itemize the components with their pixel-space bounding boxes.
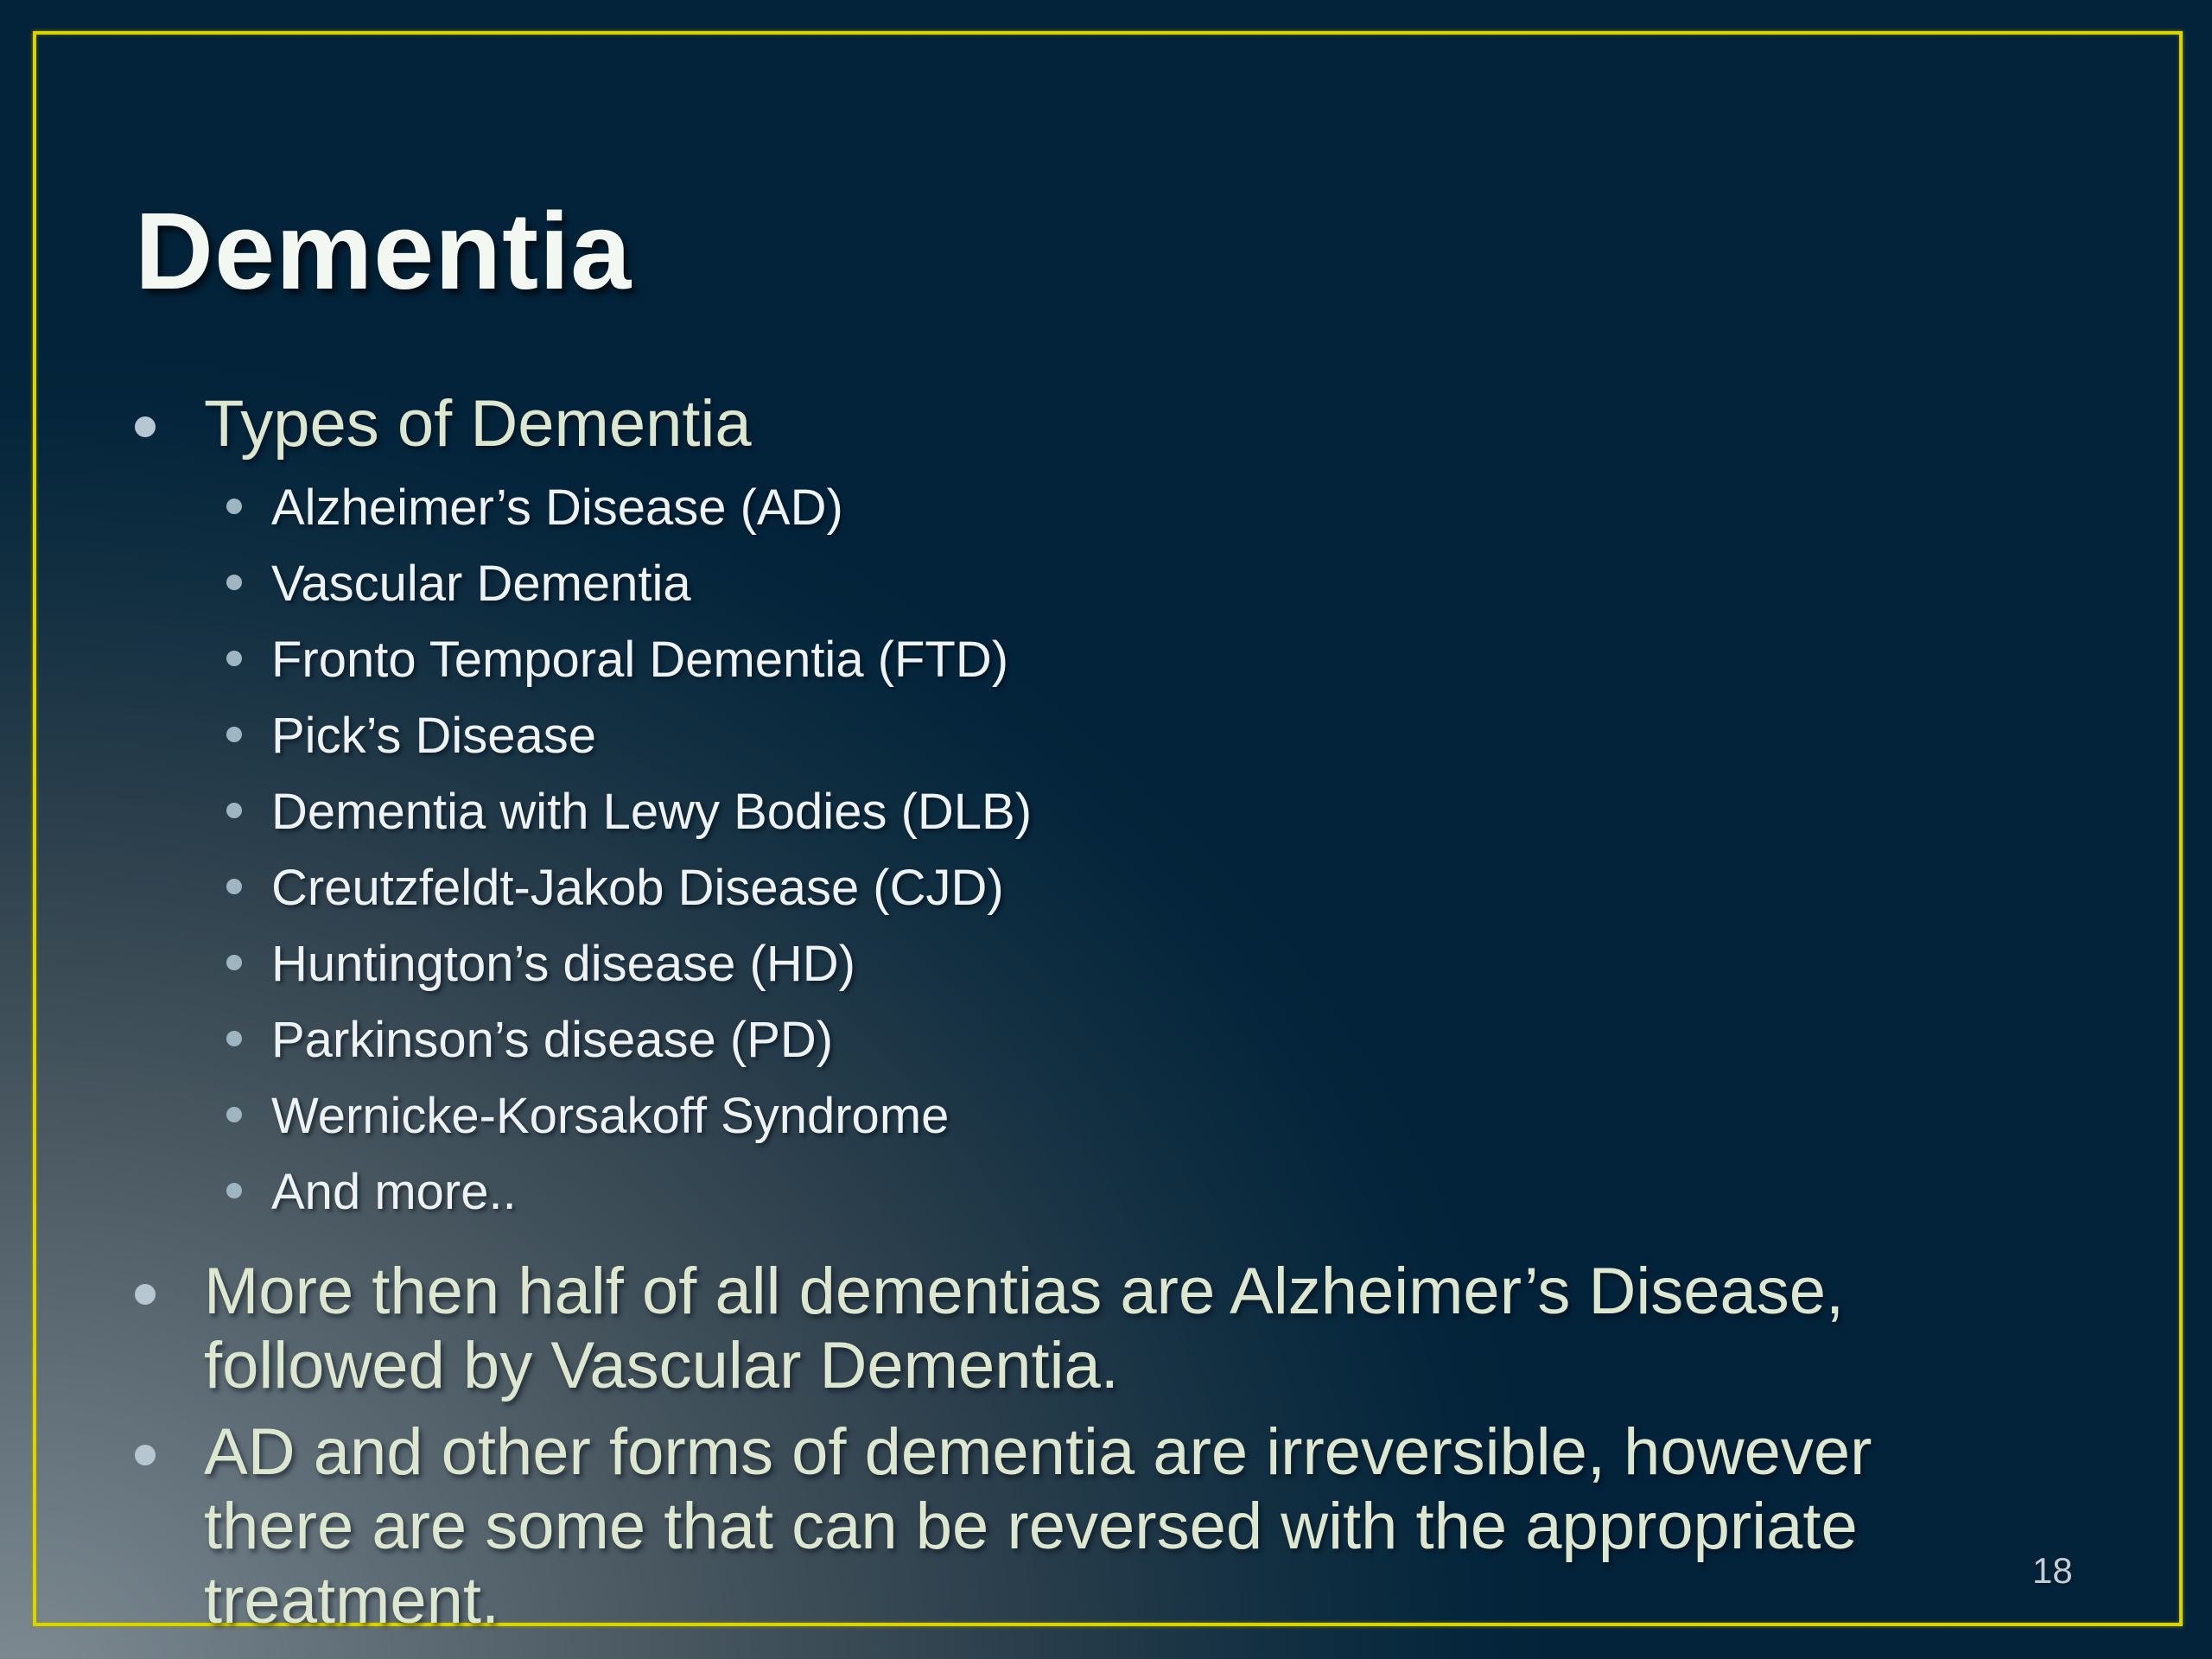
page-number: 18 [2032,1550,2073,1591]
list-item-level1-paragraph [121,1255,1953,1403]
paragraph-text: More then half of all dementias are Alzheimer’s Disease, followed by Vascular Dementia. [204,1255,1845,1402]
bullet-icon [226,575,242,590]
bullet-icon [226,499,242,514]
list-item-label: Dementia with Lewy Bodies (DLB) [271,784,1033,840]
list-item-label: Alzheimer’s Disease (AD) [271,480,843,536]
list-item-label: And more.. [271,1164,517,1220]
list-item [121,470,1953,546]
bullet-icon [226,803,242,818]
list-item-label: Parkinson’s disease (PD) [271,1012,834,1068]
list-item-level1-heading [121,387,1953,461]
list-item-label: Wernicke-Korsakoff Syndrome [271,1088,950,1144]
slide-content [121,387,1953,1638]
bullet-icon [226,1031,242,1046]
page-title: Dementia [135,190,632,312]
list-item [121,698,1953,774]
list-item-label: Huntington’s disease (HD) [271,936,855,992]
bullet-icon [226,1107,242,1122]
list-item [121,622,1953,698]
bullet-icon [226,879,242,894]
list-item-label: Vascular Dementia [271,556,691,612]
bullet-icon [226,1183,242,1198]
list-item [121,1002,1953,1078]
list-item-level1-paragraph [121,1415,1953,1638]
list-item-label: Types of Dementia [204,387,752,461]
bullet-icon [135,1445,156,1465]
list-item-label: Pick’s Disease [271,708,597,764]
dementia-types-list [121,470,1953,1230]
list-item [121,850,1953,926]
bullet-icon [135,416,156,437]
list-item [121,774,1953,850]
list-item [121,1078,1953,1154]
list-item-label: Creutzfeldt-Jakob Disease (CJD) [271,860,1004,916]
bullet-icon [226,955,242,970]
bullet-icon [135,1284,156,1305]
list-item [121,926,1953,1002]
bullet-icon [226,727,242,742]
paragraph-text: AD and other forms of dementia are irreversible, however there are some that can be reversed with the appropriate treatment. [204,1415,1872,1637]
list-item [121,1154,1953,1230]
list-item [121,546,1953,622]
bullet-icon [226,651,242,666]
list-item-label: Fronto Temporal Dementia (FTD) [271,632,1009,688]
